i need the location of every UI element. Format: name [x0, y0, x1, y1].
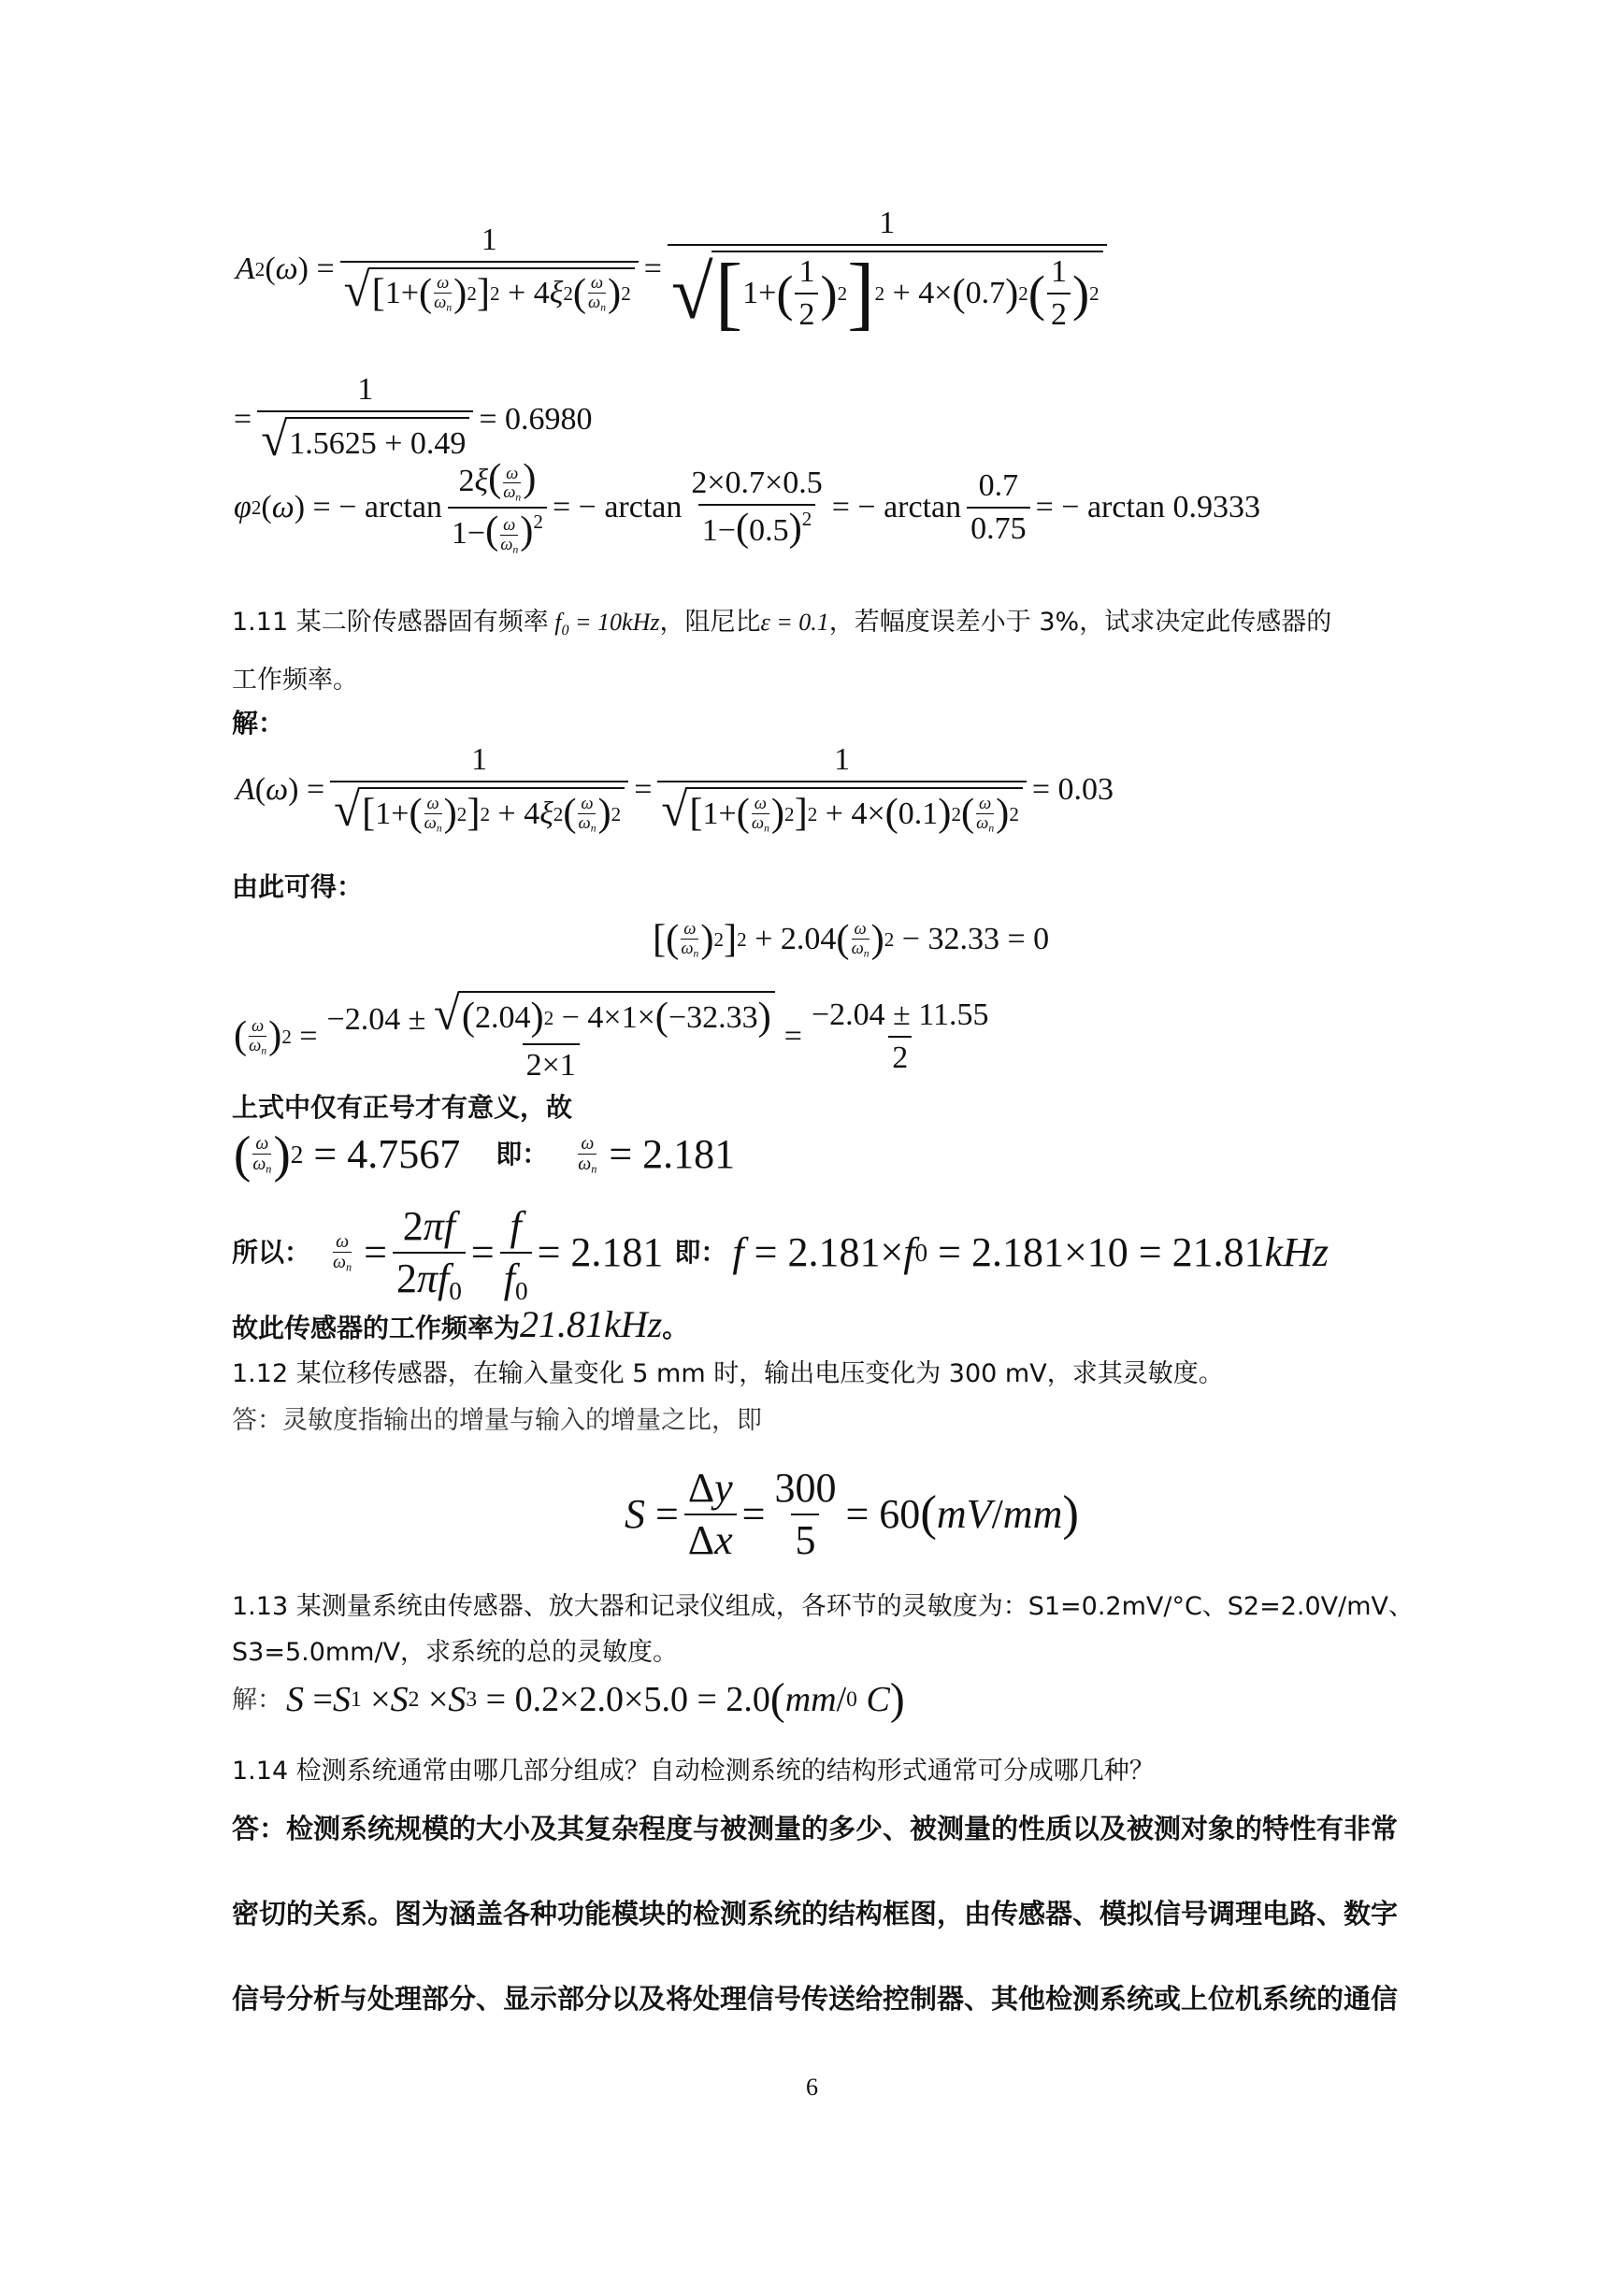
conclusion-value: 21.81kHz [520, 1303, 663, 1345]
question-1-11-line1 [232, 601, 1331, 638]
equation-a2-value: = 1 √ 1.5625 + 0.49 = 0.6980 [234, 372, 593, 466]
question-1-11-tail: ，若幅度误差小于 3%，试求决定此传感器的 [828, 608, 1332, 637]
equation-a2: A 2 ( ω ) = 1 √ [ 1+ ( ω $\omega_n$ ) 2 ] 2 + 4 ξ 2 ( ω $\omega_n$ ) 2 = 1 √ [ 1+ ( $\frac{1}{2}$ ) 2 ] 2 + 4× ( 0.7 ) 2 ( $\frac{1}{2}$ ) 2 [236, 208, 1113, 331]
question-1-11-label: 1.11 某二阶传感器固有频率 [232, 608, 549, 637]
answer-1-14-line: 密切的关系。图为涵盖各种功能模块的检测系统的结构框图，由传感器、模拟信号调理电路、数字 [232, 1898, 1399, 1930]
equation-total-sensitivity: 解： S = S 1 × S 2 × S 3 = 0.2×2.0×5.0 = 2.0 ( mm / 0 C ) [232, 1675, 905, 1724]
equation-sensitivity: S = $\frac{\Delta y}{\Delta x}$ = $\frac{300}{5}$ = 60 ( mV / mm ) [625, 1465, 1079, 1563]
question-1-14: 1.14 检测系统通常由哪几部分组成？自动检测系统的结构形式通常可分成哪几种？ [232, 1757, 1155, 1786]
question-1-12: 1.12 某位移传感器，在输入量变化 5 mm 时，输出电压变化为 300 mV，求其灵敏度。 [232, 1359, 1224, 1388]
eps-inline: ε = 0.1 [760, 609, 829, 636]
ji2-label: 即： [674, 1237, 727, 1268]
equation-a-omega: A ( ω ) = 1 √ [ 1+ ( ω $\omega_n$ ) 2 ] 2 + 4 ξ 2 ( ω $\omega_n$ ) 2 = 1 √ [ 1+ ( ω $\omega_n$ ) 2 ] 2 + 4× ( 0.1 ) 2 ( ω $\omega_n$ ) 2 = 0.03 [236, 742, 1114, 837]
solution-label: 解： [232, 708, 285, 739]
f0-inline: $f_0 = 10kHz$ [548, 609, 660, 639]
equation-frequency: 所以： ω $\omega_n$ = $\frac{2\pi f}{2\pi f_0}$ = $\frac{f}{f_0}$ = 2.181 即： f = 2.181× f 0 = 2.181×10 = 21.81 kHz [232, 1203, 1329, 1306]
ji-label: 即： [496, 1138, 549, 1170]
question-1-11-line2: 工作频率。 [232, 666, 358, 695]
conclusion-1-11 [232, 1302, 688, 1346]
equation-quadratic-solution: ( ω $\omega_n$ ) 2 = −2.04 ± √ ( 2.04 ) 2 − 4×1× ( −32.33 ) 2×1 = $\frac{-2.04 \pm 11.55}{2}$ [234, 988, 989, 1083]
question-1-13-line2: S3=5.0mm/V，求系统的总的灵敏度。 [232, 1638, 679, 1667]
answer-1-14-line: 答：检测系统规模的大小及其复杂程度与被测量的多少、被测量的性质以及被测对象的特性有非常 [232, 1813, 1399, 1844]
page-number: 6 [806, 2074, 818, 2101]
positive-root-note: 上式中仅有正号才有意义，故 [232, 1092, 573, 1123]
equation-quadratic: [ ( ω $\omega_n$ ) 2 ] 2 + 2.04 ( ω $\omega_n$ ) 2 − 32.33 = 0 [653, 916, 1050, 961]
derive-label: 由此可得： [232, 871, 364, 902]
question-1-11-mid: ，阻尼比 [659, 608, 761, 637]
answer-1-14 [232, 1808, 1461, 2063]
conclusion-end: 。 [662, 1313, 689, 1343]
equation-phi2: φ 2 ( ω ) = − arctan 2ξ( $\frac{\omega}{\omega_n}$ ) 1−( $\frac{\omega}{\omega_n}$ )$^2$ = − arctan $\frac{2\times 0.7\times 0.5}{1-(0.5)^2}$ = − arctan $\frac{0.7}{0.75}$ = − arctan 0.9333 [234, 456, 1260, 556]
answer-1-14-line: 信号分析与处理部分、显示部分以及将处理信号传送给控制器、其他检测系统或上位机系统的通信 [232, 1983, 1399, 2015]
answer-1-12: 答：灵敏度指输出的增量与输入的增量之比，即 [232, 1406, 762, 1435]
equation-ratio-result: ( ω $\omega_n$ ) 2 = 4.7567 即： ω $\omega_n$ = 2.181 [234, 1126, 736, 1183]
suoyi-label: 所以： [232, 1237, 311, 1268]
conclusion-text: 故此传感器的工作频率为 [232, 1313, 521, 1343]
jie-1-13: 解： [232, 1685, 282, 1715]
question-1-13-line1: 1.13 某测量系统由传感器、放大器和记录仪组成，各环节的灵敏度为：S1=0.2mV/°C、S2=2.0V/mV、 [232, 1592, 1415, 1621]
